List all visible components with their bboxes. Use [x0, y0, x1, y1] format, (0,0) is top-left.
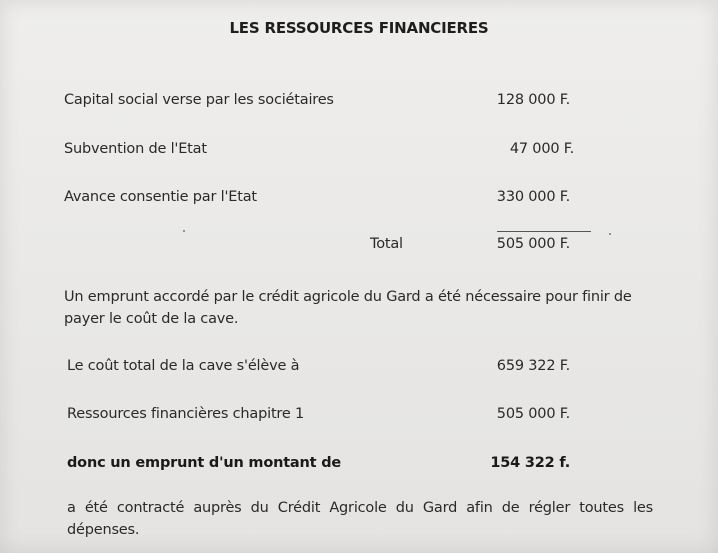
chapter-resources-label: Ressources financières chapitre 1	[67, 406, 305, 422]
resource-label-subvention: Subvention de l'Etat	[64, 141, 207, 157]
scan-speck	[183, 230, 185, 232]
total-cost-amount: 659 322 F.	[496, 358, 570, 374]
resource-amount-capital: 128 000 F.	[496, 92, 570, 108]
scan-speck	[609, 233, 611, 235]
loan-explanation-paragraph: Un emprunt accordé par le crédit agricole du Gard a été nécessaire pour finir de payer le coût de la cave.	[64, 289, 632, 327]
resource-label-capital: Capital social verse par les sociétaires	[64, 92, 334, 108]
page-title: LES RESSOURCES FINANCIERES	[229, 19, 489, 37]
total-label: Total	[370, 236, 403, 252]
total-amount: 505 000 F.	[496, 236, 570, 252]
loan-conclusion-paragraph: a été contracté auprès du Crédit Agricole du Gard afin de régler toutes les dépenses.	[67, 500, 653, 538]
resource-amount-subvention: 47 000 F.	[509, 141, 574, 157]
total-divider-line	[497, 231, 591, 232]
total-cost-label: Le coût total de la cave s'élève à	[67, 358, 300, 374]
resource-label-avance: Avance consentie par l'Etat	[64, 189, 257, 205]
loan-amount: 154 322 f.	[490, 455, 570, 471]
loan-label: donc un emprunt d'un montant de	[67, 455, 342, 471]
resource-amount-avance: 330 000 F.	[496, 189, 570, 205]
chapter-resources-amount: 505 000 F.	[496, 406, 570, 422]
